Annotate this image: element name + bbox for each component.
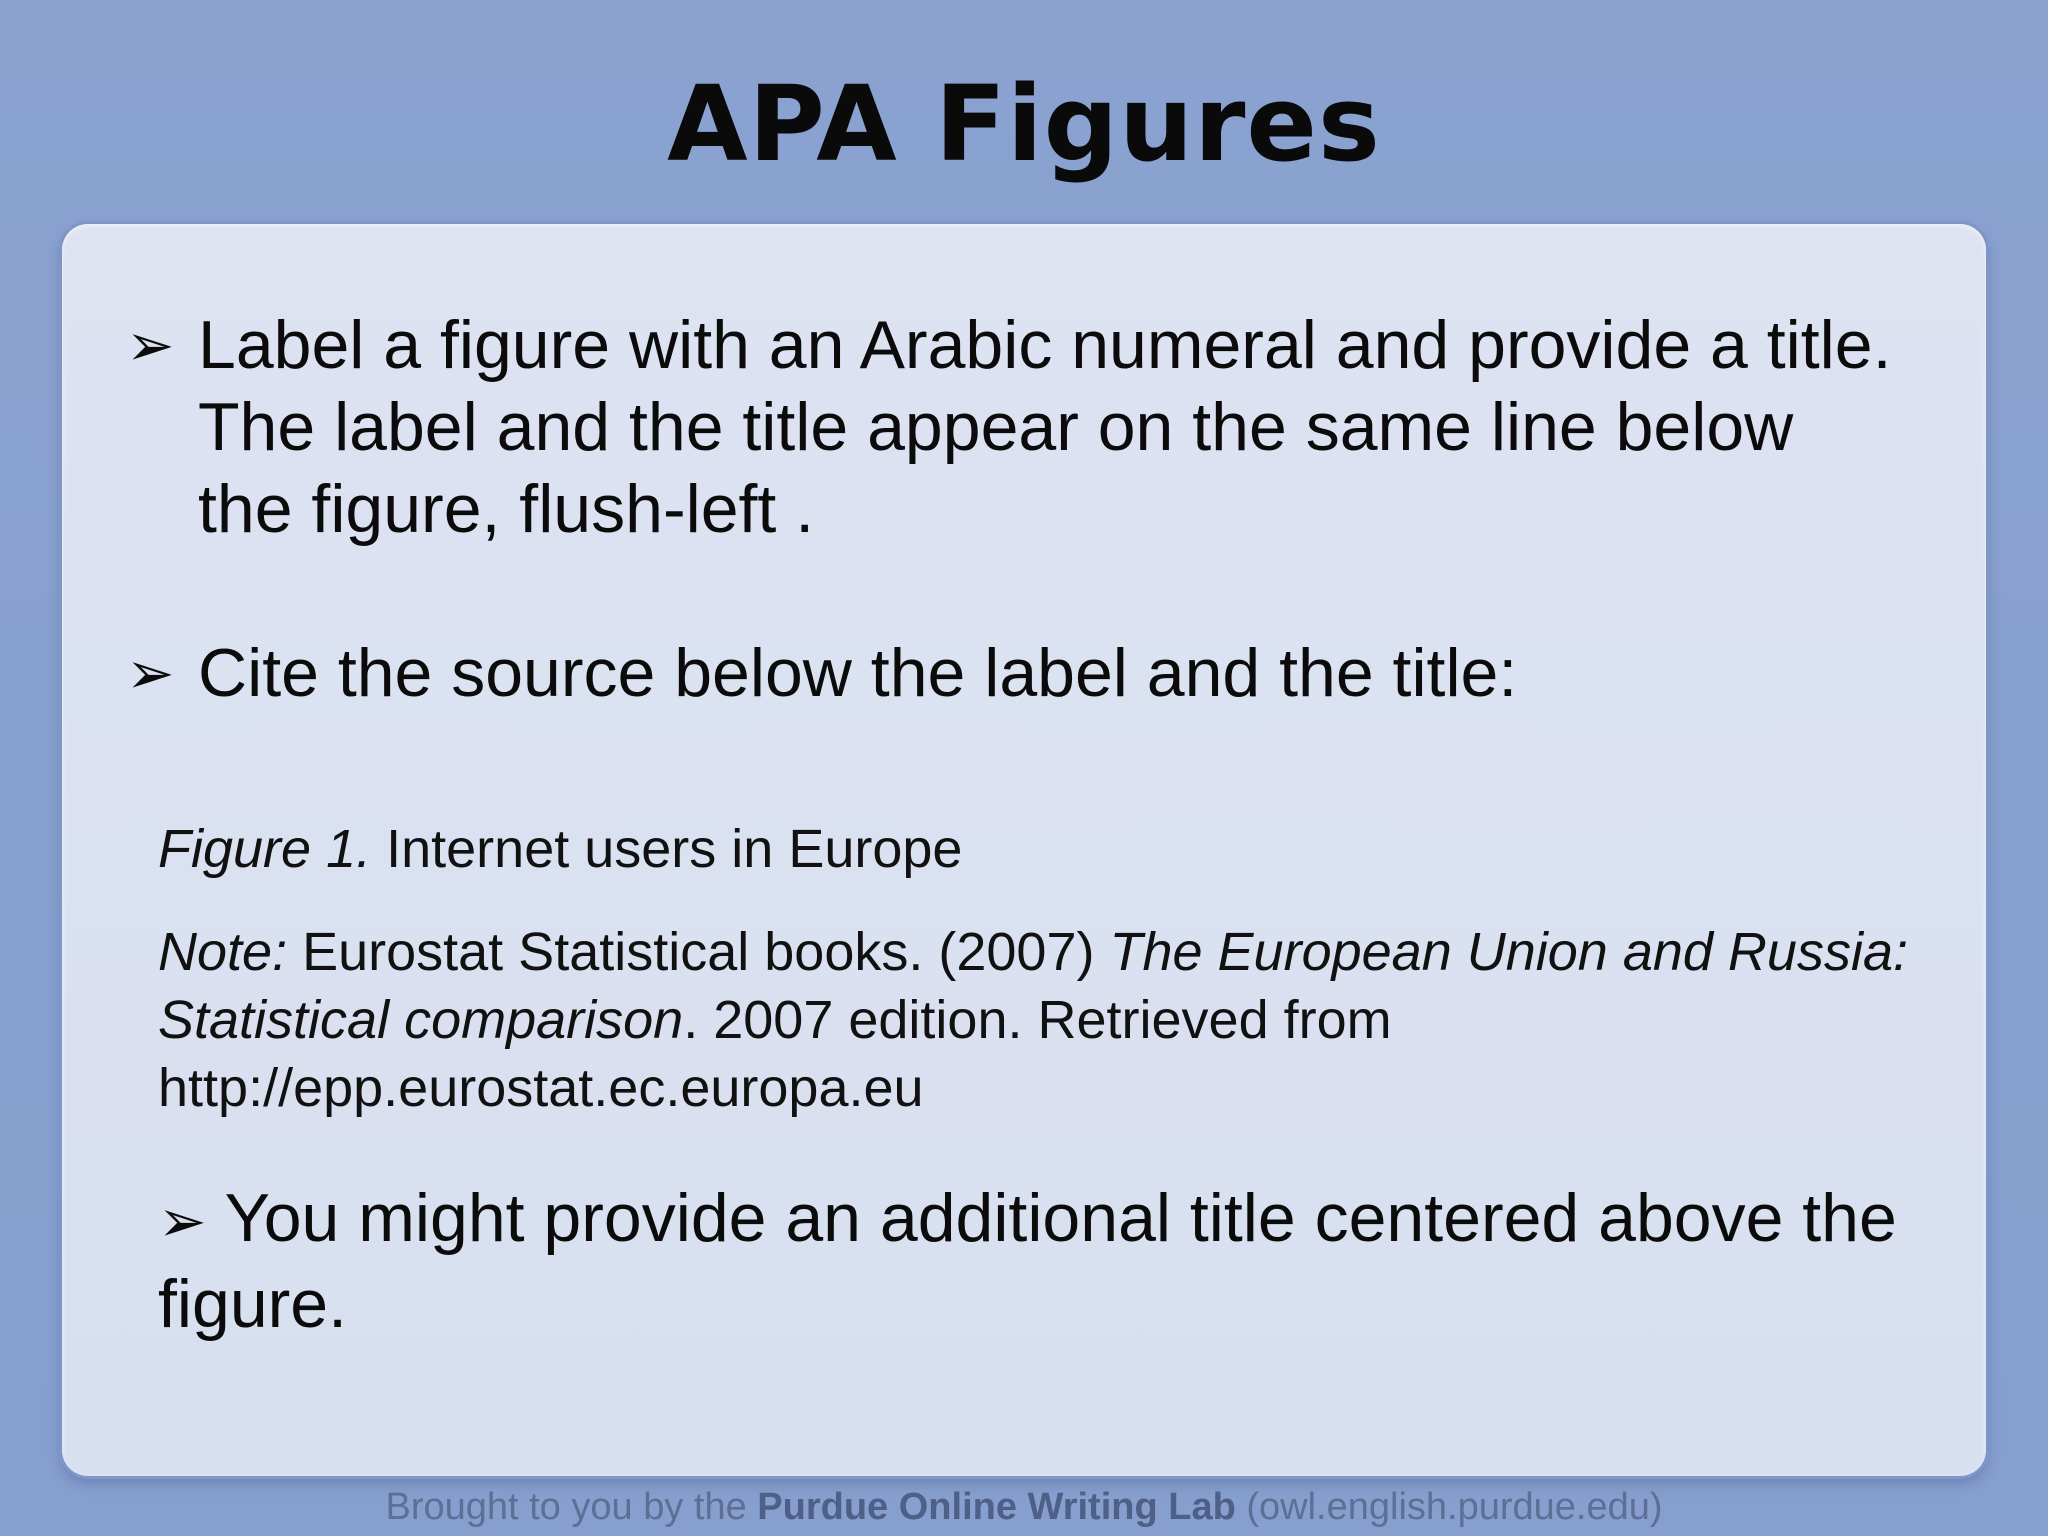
slide-title: APA Figures <box>667 63 1381 185</box>
figure-label-italic: Figure 1. <box>158 819 372 879</box>
footer-prefix: Brought to you by the <box>385 1486 758 1528</box>
note-prefix: Note: <box>158 922 288 982</box>
bullet-text: Label a figure with an Arabic numeral and provide a title. The label and the title appear on the same line below the figure, flush-left . <box>198 307 1892 547</box>
bullet-text: You might provide an additional title centered above the figure. <box>158 1180 1897 1342</box>
arrow-bullet-icon: ➢ <box>126 639 175 707</box>
arrow-bullet-icon: ➢ <box>158 1187 207 1255</box>
note-source: Eurostat Statistical books. (2007) <box>287 922 1110 982</box>
note-title: The European Union and Russia: Statistical comparison <box>158 922 1908 1050</box>
bullet-text: Cite the source below the label and the title: <box>198 635 1518 711</box>
note-rest: . 2007 edition. Retrieved from http://epp.eurostat.ec.europa.eu <box>158 990 1392 1118</box>
figure-note-example <box>158 918 1918 1122</box>
bullet-item-cite-source <box>126 632 1906 714</box>
footer-suffix: (owl.english.purdue.edu) <box>1235 1486 1663 1528</box>
figure-title-text: Internet users in Europe <box>371 819 963 879</box>
figure-caption-example <box>158 816 962 882</box>
footer-org: Purdue Online Writing Lab <box>757 1486 1236 1528</box>
arrow-bullet-icon: ➢ <box>126 311 175 379</box>
footer-credit <box>0 1480 2048 1534</box>
bullet-item-additional-title <box>158 1176 1918 1346</box>
bullet-item-label-figure <box>126 304 1906 550</box>
